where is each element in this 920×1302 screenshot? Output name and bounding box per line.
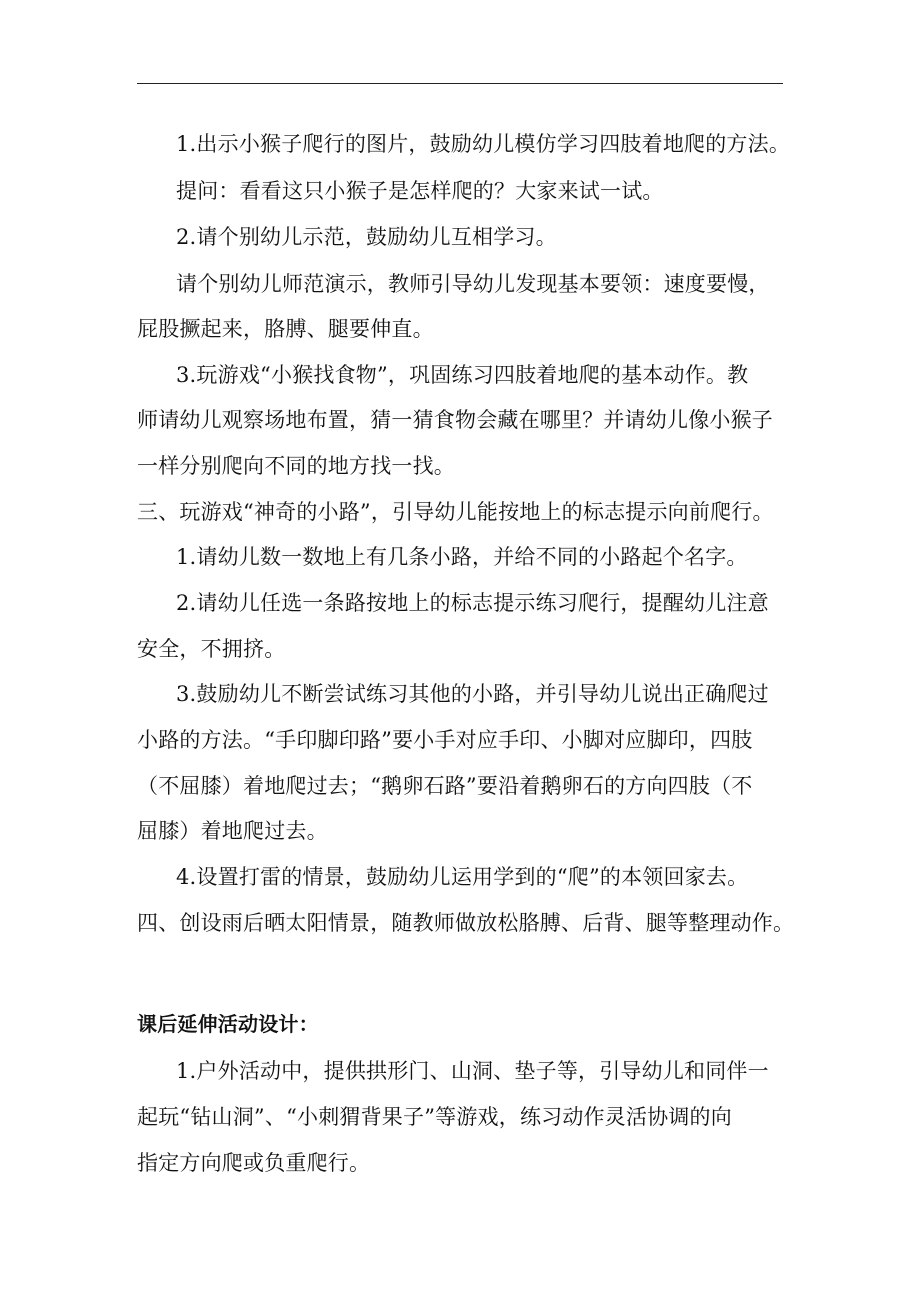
text-line: 2.请个别幼儿示范，鼓励幼儿互相学习。	[176, 225, 557, 249]
header-rule	[137, 83, 783, 84]
text-line: 师请幼儿观察场地布置，猜一猜食物会藏在哪里？并请幼儿像小猴子	[137, 408, 773, 432]
text-line: 3.玩游戏“小猴找食物”，巩固练习四肢着地爬的基本动作。教	[176, 363, 749, 387]
section-heading-4: 四、创设雨后晒太阳情景，随教师做放松胳膊、后背、腿等整理动作。	[137, 911, 795, 935]
text-line: 一样分别爬向不同的地方找一找。	[137, 454, 455, 478]
extension-line: 指定方向爬或负重爬行。	[137, 1151, 371, 1175]
text-line: 请个别幼儿师范演示，教师引导幼儿发现基本要领：速度要慢，	[176, 272, 770, 296]
text-line: 安全，不拥挤。	[137, 637, 286, 661]
extension-line: 1.户外活动中，提供拱形门、山洞、垫子等，引导幼儿和同伴一	[176, 1059, 769, 1083]
text-line: 3.鼓励幼儿不断尝试练习其他的小路，并引导幼儿说出正确爬过	[176, 682, 769, 706]
text-line: 提问：看看这只小猴子是怎样爬的？大家来试一试。	[176, 179, 664, 203]
extension-heading: 课后延伸活动设计：	[137, 1012, 319, 1036]
extension-line: 起玩“钻山洞”、“小刺猬背果子”等游戏，练习动作灵活协调的向	[137, 1105, 732, 1129]
text-line: 小路的方法。“手印脚印路”要小手对应手印、小脚对应脚印，四肢	[137, 728, 753, 752]
text-line: 2.请幼儿任选一条路按地上的标志提示练习爬行，提醒幼儿注意	[176, 591, 769, 615]
text-line: 1.出示小猴子爬行的图片，鼓励幼儿模仿学习四肢着地爬的方法。	[176, 132, 791, 156]
text-line: 1.请幼儿数一数地上有几条小路，并给不同的小路起个名字。	[176, 545, 748, 569]
text-line: 4.设置打雷的情景，鼓励幼儿运用学到的“爬”的本领回家去。	[176, 865, 749, 889]
section-heading-3: 三、玩游戏“神奇的小路”，引导幼儿能按地上的标志提示向前爬行。	[137, 500, 774, 524]
text-line: 屁股撅起来，胳膊、腿要伸直。	[137, 317, 434, 341]
text-line: （不屈膝）着地爬过去；“鹅卵石路”要沿着鹅卵石的方向四肢（不	[137, 774, 753, 798]
text-line: 屈膝）着地爬过去。	[137, 819, 328, 843]
